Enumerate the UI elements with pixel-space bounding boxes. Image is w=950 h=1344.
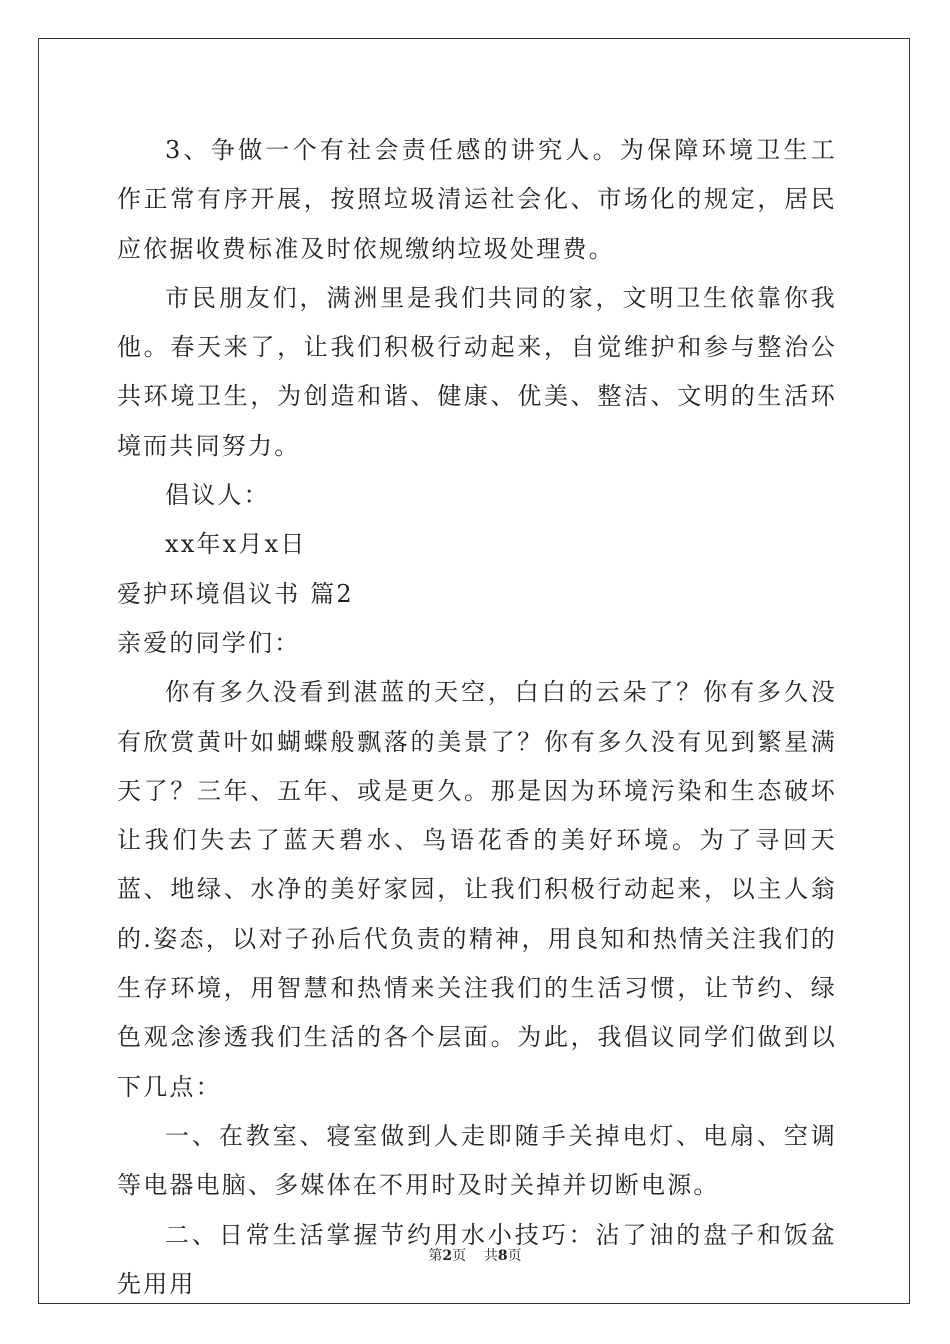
document-body [117, 126, 837, 1309]
paragraph: 二、日常生活掌握节约用水小技巧：沾了油的盘子和饭盆先用用 [117, 1220, 837, 1298]
total-prefix: 共 [483, 1248, 498, 1264]
section-heading: 爱护环境倡议书 篇2 [117, 579, 354, 608]
total-pages: 8 [497, 1248, 508, 1264]
page-footer [0, 1245, 950, 1265]
paragraph: 3、争做一个有社会责任感的讲究人。为保障环境卫生工作正常有序开展，按照垃圾清运社会化、市场化的规定，居民应依据收费标准及时依规缴纳垃圾处理费。 [117, 136, 837, 263]
page-number: 2 [442, 1248, 453, 1264]
paragraph: 你有多久没看到湛蓝的天空，白白的云朵了？你有多久没有欣赏黄叶如蝴蝶般飘落的美景了？你有多久没有见到繁星满天了？三年、五年、或是更久。那是因为环境污染和生态破坏让我们失去了蓝天碧水、鸟语花香的美好环境。为了寻回天蓝、地绿、水净的美好家园，让我们积极行动起来，以主人翁的.姿态，以对子孙后代负责的精神，用良知和热情关注我们的生存环境，用智慧和热情来关注我们的生活习惯，让节约、绿色观念渗透我们生活的各个层面。为此，我倡议同学们做到以下几点： [117, 678, 837, 1101]
page-prefix: 第 [428, 1248, 443, 1264]
date-line: xx年x月x日 [165, 530, 307, 559]
page-suffix: 页 [452, 1248, 467, 1264]
paragraph: 市民朋友们，满洲里是我们共同的家，文明卫生依靠你我他。春天来了，让我们积极行动起来，自觉维护和参与整治公共环境卫生，为创造和谐、健康、优美、整洁、文明的生活环境而共同努力。 [117, 283, 837, 460]
salutation: 亲爱的同学们： [117, 628, 301, 657]
paragraph: 一、在教室、寝室做到人走即随手关掉电灯、电扇、空调等电器电脑、多媒体在不用时及时关掉并切断电源。 [117, 1121, 837, 1200]
total-suffix: 页 [507, 1248, 522, 1264]
signature-label: 倡议人： [165, 481, 270, 510]
